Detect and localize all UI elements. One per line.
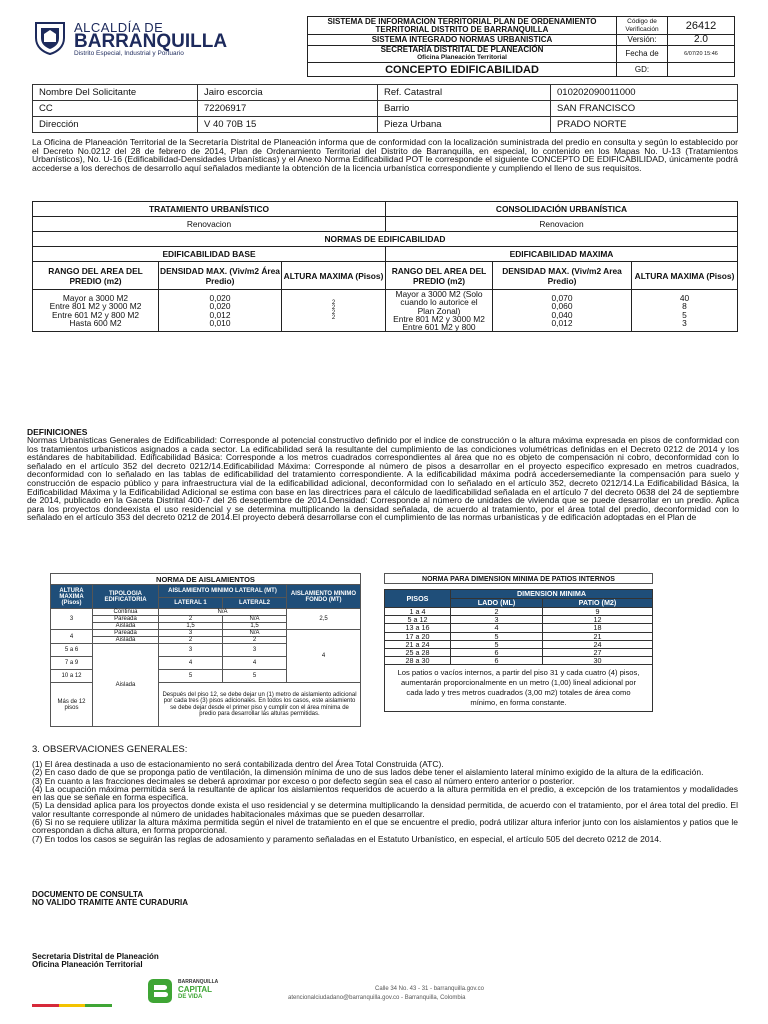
info-value: PRADO NORTE — [551, 117, 738, 133]
ais-cell: Aislada — [93, 644, 159, 727]
table-row — [33, 290, 738, 332]
cell: 18 — [543, 624, 653, 632]
col-header: RANGO DEL AREA DEL PREDIO (m2) — [386, 262, 493, 290]
ais-cell: 4 — [51, 630, 93, 644]
info-label: CC — [33, 101, 198, 117]
barranquilla-brand-icon — [146, 977, 174, 1005]
aislamientos-title: NORMA DE AISLAMIENTOS — [50, 573, 361, 584]
table-row — [385, 657, 653, 665]
ais-cell: 2,5 — [287, 609, 361, 630]
cell: 6 — [451, 657, 543, 665]
code-value: 26412 — [668, 17, 735, 35]
cell-line: 2 — [331, 299, 336, 306]
patios-h-dim: DIMENSION MINIMA — [451, 590, 653, 599]
cell: 25 a 28 — [385, 649, 451, 657]
ais-cell: Pareada — [93, 630, 159, 637]
doc-title: CONCEPTO EDIFICABILIDAD — [308, 63, 617, 77]
normas-header: NORMAS DE EDIFICABILIDAD — [33, 232, 738, 247]
ais-cell: 2 — [159, 637, 223, 644]
observaciones-list — [32, 760, 738, 843]
ais-cell: 3 — [51, 609, 93, 630]
cell-line: 3 — [682, 318, 687, 329]
ais-h-lat1: LATERAL 1 — [159, 598, 223, 609]
patios-h-lado: LADO (ML) — [451, 599, 543, 608]
cell-line: 0,070 — [551, 293, 573, 304]
base-alt-cell — [282, 290, 386, 332]
ais-cell: 2 — [159, 616, 223, 623]
cell-line: 40 — [679, 293, 690, 304]
version-label: Versión: — [617, 35, 668, 46]
gd-label: GD: — [617, 63, 668, 77]
consulta-line2: NO VALIDO TRAMITE ANTE CURADURIA — [32, 898, 188, 907]
header-table — [307, 16, 735, 77]
ais-cell: 4 — [159, 657, 223, 670]
ais-h-lat2: LATERAL2 — [223, 598, 287, 609]
list-item: (6) Si no se requiere utilizar la altura máxima permitida según el nivel de tratamiento en el que se encuentre el predio, podrá utilizar altura inferior junto con los aislamientos y patios que le correspondan a dicha altura, en forma proporcional. — [32, 817, 738, 836]
date-label: Fecha de — [617, 46, 668, 63]
cell-line: 0,020 — [209, 293, 231, 304]
observaciones-title: 3. OBSERVACIONES GENERALES: — [32, 744, 188, 755]
version-value: 2.0 — [668, 35, 735, 46]
cell-line: 0,012 — [551, 318, 573, 329]
tratamiento-value: Renovacion — [33, 217, 386, 232]
cell-line: Mayor a 3000 M2 (Solo — [395, 289, 483, 299]
list-item: (7) En todos los casos se seguirán las reglas de adosamiento y paramento señaladas en el Estatuto Urbanístico, en especial, el artículo 505 del decreto 0212 de 2014. — [32, 833, 662, 844]
footer-brand — [146, 976, 226, 1006]
list-item: (1) El área destinada a uso de estacionamiento no será contabilizada dentro del Área Total Construida (ATC). — [32, 759, 444, 769]
cell: 27 — [543, 649, 653, 657]
ais-cell: 5 a 6 — [51, 644, 93, 657]
list-item: (5) La densidad aplica para los proyectos donde exista el uso residencial y se determina multiplicando la densidad permitida, de acuerdo con el tratamiento, por el área total del predio. El valor resultante corresponde al número de unidades habitacionales máximas que se pueden desarrollar. — [32, 800, 738, 819]
table-row — [33, 85, 738, 101]
info-label: Dirección — [33, 117, 198, 133]
col-header: DENSIDAD MAX. (Viv/m2 Área Predio) — [159, 262, 282, 290]
base-dens-cell — [159, 290, 282, 332]
max-alt-cell — [632, 290, 738, 332]
consolidacion-header: CONSOLIDACIÓN URBANÍSTICA — [386, 202, 738, 217]
definiciones-text: Normas Urbanisticas Generales de Edificabilidad: Corresponde al potencial constructivo definido por el indice de construcción o la altura máxima expresada en pisos de conformidad con los tratamientos urbanisticos asignados a cada sector. La edificabilidad será la resultante del cumplimiento de las condiciones volumétricas definidas en el Decreto 0212 de 2014 y los estándares de habitabilidad. Edificabilidad Básica: Corresponde a los metros cuadrados correspondientes al área que no es objeto de compensación ni cobro, deconformidad con lo señalado en el artículo 352 del decreto 0212/14.Edificabilidad Máxima: Corresponde al número de pisos a desarrollar en el proyecto especifico expresado en metros cuadrados, deconformidad con lo señalado en las tablas de edificabilidad del tratamiento correspondiente. A la edificabilidad máxima podrá accedersemediante la compensación para suelo y construcción de espacio público y para infraestructura vial de la edificabilidad adicional, deconformidad con lo señalado en el artículo 352, decreto 0212/14.La Edificabilidad Básica, la Edificabilidad Máxima y la Edificabilidad Adicional se estima con base en las directrices para el cálculo de laedificabilidad señalada en el artículo 7 del decreto 0638 del 24 de septiembre de 2014, publicado en la Gaceta Distrital 400-7 del 26 deseptiembre de 2014.Densidad: Corresponde al número de unidades de vivienda que se puede desarrollar en un predio. Aplica para los proyectos dondeexista el uso residencial y se determina multiplicando la densidad señalada, de acuerdo al tratamiento, por el área total del predio, deconformidad con lo señalado en el artículo 353 del decreto 0212 de 2014.El proyecto deberá desarrollarse con el cumplimiento de las normas urbanisticas y de edificación adoptadas en el Plan de — [27, 435, 739, 523]
list-item: (3) En cuanto a las fracciones decimales se deberá aproximar por exceso o por defecto según sea el caso al número entero anterior o posterior. — [32, 775, 575, 786]
consolidacion-value: Renovacion — [386, 217, 738, 232]
gd-value — [668, 63, 735, 77]
cell: 5 — [451, 632, 543, 640]
info-label: Pieza Urbana — [378, 117, 551, 133]
ais-cell: 5 — [223, 670, 287, 683]
oficina: Oficina Planeación Territorial — [417, 54, 507, 61]
tratamiento-header: TRATAMIENTO URBANÍSTICO — [33, 202, 386, 217]
cell-line: 2 — [331, 309, 336, 316]
ais-cell: Continua — [93, 609, 159, 616]
logo-line1: ALCALDÍA DE — [74, 20, 164, 35]
info-value: SAN FRANCISCO — [551, 101, 738, 117]
cell-line: 0,012 — [209, 309, 231, 320]
patios-nota: Los patios o vacíos internos, a partir del piso 31 y cada cuatro (4) pisos, aumentarán proporcionalmente en un metro (1,00) lineal adicional por cada lado y tres metros cuadrados (3,00 m2) totales de área como mínimo, en forma constante. — [385, 665, 653, 712]
ais-cell: 5 — [159, 670, 223, 683]
brand-line1: BARRANQUILLA — [178, 979, 219, 985]
brand-line3: DE VIDA — [178, 994, 203, 1000]
base-header: EDIFICABILIDAD BASE — [33, 247, 386, 262]
consulta-line1: DOCUMENTO DE CONSULTA — [32, 890, 144, 899]
footer-email: atencionalciudadano@barranquilla.gov.co - Barranquilla, Colombia — [288, 995, 466, 1001]
firma-line1: Secretaria Distrital de Planeación — [32, 952, 159, 961]
shield-icon — [32, 20, 68, 56]
stripe-green — [85, 1004, 112, 1007]
firma-line2: Oficina Planeación Territorial — [32, 960, 143, 969]
cell: 30 — [543, 657, 653, 665]
max-dens-cell — [493, 290, 632, 332]
ais-cell: Pareada — [93, 616, 159, 623]
ais-cell: 3 — [223, 644, 287, 657]
info-value: 010202090011000 — [551, 85, 738, 101]
footer-stripe — [32, 1004, 112, 1007]
cell-line: 0,020 — [209, 301, 231, 312]
patios-table — [384, 589, 653, 712]
cell: 2 — [451, 608, 543, 616]
ais-cell: 4 — [223, 657, 287, 670]
ais-nota: Después del piso 12, se debe dejar un (1) metro de aislamiento adicional por cada tres (3) pisos adicionales. En todos los casos, este aislamiento se debe dejar desde el primer piso y cumplir con el área mínima de predio para desarrollar las alturas permitidas. — [159, 683, 361, 727]
logo-line2: BARRANQUILLA — [74, 31, 228, 52]
cell: 1 a 4 — [385, 608, 451, 616]
info-label: Nombre Del Solicitante — [33, 85, 198, 101]
cell-line: 5 — [682, 309, 687, 320]
cell-line: cuando lo autorice el — [400, 297, 478, 308]
brand-line2: CAPITAL — [178, 985, 213, 994]
list-item: (4) La ocupación máxima permitida será la resultante de aplicar los aislamientos requeridos de acuerdo a la altura permitida en el predio, a excepción de los tratamientos y modalidades en las que se señale en forma especifica. — [32, 783, 738, 803]
ais-cell: 1,5 — [159, 623, 223, 630]
info-value: V 40 70B 15 — [198, 117, 378, 133]
cell-line: Entre 801 M2 y 3000 M2 — [49, 301, 142, 312]
list-item: (2) En caso dado de que se proponga patio de ventilación, la dimensión mínima de uno de sus lados debe tener el aislamiento lateral mínimo exigido de la altura de la edificación. — [32, 767, 704, 778]
patios-panel — [384, 573, 653, 712]
secretaria: SECRETARÍA DISTRITAL DE PLANEACIÓN — [380, 45, 544, 54]
cell-line: 0,060 — [551, 301, 573, 312]
cell: 5 — [451, 640, 543, 648]
ais-cell: N/A — [223, 616, 287, 623]
cell: 21 a 24 — [385, 640, 451, 648]
cell: 9 — [543, 608, 653, 616]
cell-line: Plan Zonal) — [417, 305, 461, 316]
ais-h-fondo: AISLAMIENTO MINIMO FONDO (MT) — [287, 585, 361, 609]
cell: 12 — [543, 616, 653, 624]
ais-cell: 7 a 9 — [51, 657, 93, 670]
cell-line: 8 — [682, 301, 687, 312]
ais-h-tipologia: TIPOLOGIA EDIFICATORIA — [93, 585, 159, 609]
secretaria-cell — [308, 46, 617, 63]
table-row — [33, 117, 738, 133]
stripe-yellow — [59, 1004, 86, 1007]
cell: 24 — [543, 640, 653, 648]
base-rango-cell — [33, 290, 159, 332]
cell: 28 a 30 — [385, 657, 451, 665]
info-table — [32, 84, 738, 133]
info-value: 72206917 — [198, 101, 378, 117]
system-name: SISTEMA INTEGRADO NORMAS URBANISTICA — [308, 35, 617, 46]
cell: 3 — [451, 616, 543, 624]
ais-cell: 4 — [287, 630, 361, 683]
logo — [32, 20, 280, 56]
ais-cell: 3 — [159, 644, 223, 657]
ais-cell: 2 — [223, 637, 287, 644]
patios-h-pisos: PISOS — [385, 590, 451, 608]
ais-cell: Aislada — [93, 637, 159, 644]
col-header: RANGO DEL AREA DEL PREDIO (m2) — [33, 262, 159, 290]
col-header: ALTURA MAXIMA (Pisos) — [632, 262, 738, 290]
aislamientos-panel — [50, 573, 361, 727]
cell: 13 a 16 — [385, 624, 451, 632]
stripe-red — [32, 1004, 59, 1007]
ais-cell: Más de 12 pisos — [51, 683, 93, 727]
definiciones-title: DEFINICIONES — [27, 427, 88, 437]
cell-line: Entre 801 M2 y 3000 M2 — [393, 313, 485, 324]
ais-h-lateral: AISLAMIENTO MINIMO LATERAL (MT) — [159, 585, 287, 598]
cell: 6 — [451, 649, 543, 657]
col-header: ALTURA MAXIMA (Pisos) — [282, 262, 386, 290]
ais-cell: 10 a 12 — [51, 670, 93, 683]
cell-line: 2 — [331, 304, 336, 311]
aislamientos-table — [50, 584, 361, 727]
ais-h-altura: ALTURA MAXIMA (Pisos) — [51, 585, 93, 609]
table-row — [385, 624, 653, 632]
cell-line: 0,010 — [209, 318, 231, 329]
info-value: Jairo escorcia — [198, 85, 378, 101]
system-title: SISTEMA DE INFORMACION TERRITORIAL PLAN DE ORDENAMIENTO TERRITORIAL DISTRITO DE BARRANQUILLA — [308, 17, 617, 35]
info-label: Ref. Catastral — [378, 85, 551, 101]
table-row — [33, 101, 738, 117]
cell-line: Entre 601 M2 y 800 — [402, 322, 476, 333]
patios-h-patio: PATIO (M2) — [543, 599, 653, 608]
cell: 5 a 12 — [385, 616, 451, 624]
max-rango-cell — [386, 290, 493, 332]
ais-cell: Aislada — [93, 623, 159, 630]
cell: 4 — [451, 624, 543, 632]
ais-cell: N/A — [223, 630, 287, 637]
logo-line3: Distrito Especial, Industrial y Portuario — [74, 50, 184, 57]
footer-address: Calle 34 No. 43 - 31 - barranquilla.gov.co — [375, 986, 484, 992]
ais-cell: N/A — [159, 609, 287, 616]
ais-cell: 3 — [159, 630, 223, 637]
code-label: Código de Verificación — [617, 17, 668, 35]
cell-line: Mayor a 3000 M2 — [62, 293, 129, 304]
cell-line: Entre 601 M2 y 800 M2 — [51, 309, 140, 320]
intro-paragraph: La Oficina de Planeación Territorial de la Secretaría Distrital de Planeación informa que de conformidad con la localización suministrada del predio en consulta y según lo establecido por el Decreto No.0212 del 28 de febrero de 2014, Plan de Ordenamiento Territorial del Distrito de Barranquilla, en especial, lo contenido en los Mapas No. U-13 (Tratamientos Urbanísticos), No. U-16 (Edificabilidad-Densidades Urbanísticas) y el Anexo Norma Edificabilidad POT le corresponde el siguiente CONCEPTO DE EDIFICABILIDAD, únicamente podrá accederse a los derechos de desarrollo aquí señalados mediante la obtención de la licencia urbanística correspondiente y cumpliendo el lleno de sus requisitos. — [32, 137, 738, 173]
col-header: DENSIDAD MAX. (Viv/m2 Area Predio) — [493, 262, 632, 290]
maxima-header: EDIFICABILIDAD MAXIMA — [386, 247, 738, 262]
patios-title: NORMA PARA DIMENSION MINIMA DE PATIOS INTERNOS — [384, 573, 653, 584]
cell-line: 0,040 — [551, 309, 573, 320]
edificabilidad-table — [32, 201, 738, 332]
info-label: Barrio — [378, 101, 551, 117]
cell: 21 — [543, 632, 653, 640]
cell-line: 2 — [331, 314, 336, 321]
ais-cell: 1,5 — [223, 623, 287, 630]
date-value: 6/07/20 15:46 — [668, 46, 735, 63]
cell: 17 a 20 — [385, 632, 451, 640]
cell-line: Hasta 600 M2 — [69, 318, 122, 329]
